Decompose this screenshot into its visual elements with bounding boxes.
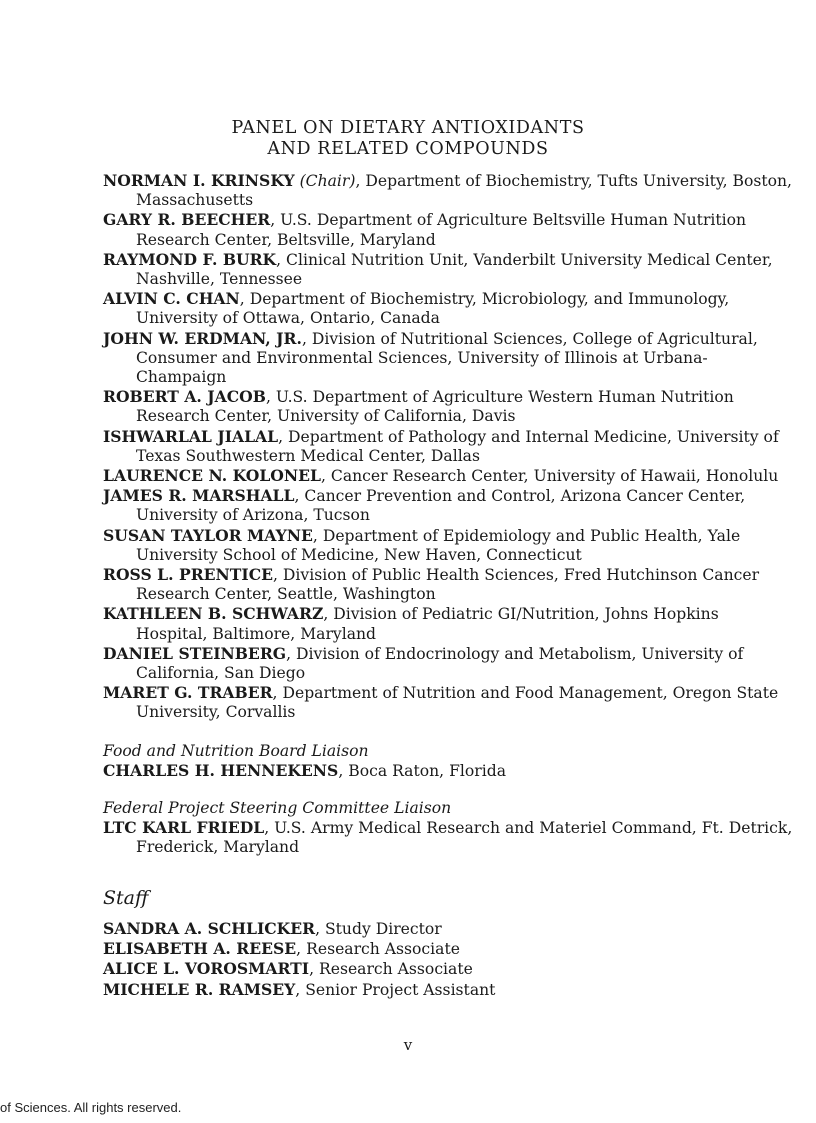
member-name: ISHWARLAL JIALAL — [103, 426, 279, 446]
liaison-name: CHARLES H. HENNEKENS — [103, 761, 339, 781]
member-name: LAURENCE N. KOLONEL — [103, 466, 321, 486]
staff-name: ELISABETH A. REESE — [103, 939, 297, 959]
member-affiliation: Clinical Nutrition Unit, Vanderbilt University Medical Center, Nashville, Tennessee — [136, 250, 773, 289]
title-line-1: PANEL ON DIETARY ANTIOXIDANTS — [231, 118, 585, 138]
staff-name: MICHELE R. RAMSEY — [103, 979, 296, 999]
liaison-affiliation: U.S. Army Medical Research and Materiel Command, Ft. Detrick, Frederick, Maryland — [136, 819, 793, 857]
member-entry: LAURENCE N. KOLONEL, Cancer Research Center, University of Hawaii, Honolulu — [103, 466, 779, 486]
member-name: SUSAN TAYLOR MAYNE — [103, 525, 313, 545]
member-entry: MARET G. TRABER, Department of Nutrition and Food Management, Oregon State University, Corvallis — [103, 683, 779, 722]
member-affiliation: Cancer Prevention and Control, Arizona Cancer Center, University of Arizona, Tucson — [136, 487, 746, 525]
staff-section — [103, 886, 793, 1000]
liaison-name: LTC KARL FRIEDL — [103, 818, 265, 838]
member-entry: NORMAN I. KRINSKY (Chair), Department of Biochemistry, Tufts University, Boston, Massachusetts — [103, 171, 793, 210]
member-name: ROBERT A. JACOB — [103, 387, 266, 407]
page-number: v — [403, 1036, 413, 1054]
member-affiliation: Department of Pathology and Internal Medicine, University of Texas Southwestern Medical Center, Dallas — [136, 427, 779, 465]
staff-title: Study Director — [324, 920, 442, 938]
member-entry: DANIEL STEINBERG, Division of Endocrinology and Metabolism, University of California, San Diego — [103, 643, 744, 683]
staff-entry: SANDRA A. SCHLICKER, Study Director — [103, 919, 442, 938]
staff-title: Research Associate — [318, 960, 473, 979]
staff-title: Senior Project Assistant — [305, 980, 496, 999]
staff-entry: ALICE L. VOROSMARTI, Research Associate — [103, 959, 473, 979]
member-affiliation: U.S. Department of Agriculture Western Human Nutrition Research Center, University of California, Davis — [136, 388, 734, 426]
member-affiliation: Cancer Research Center, University of Hawaii, Honolulu — [330, 467, 779, 486]
member-name: ROSS L. PRENTICE — [103, 565, 273, 585]
member-affiliation: Division of Endocrinology and Metabolism, University of California, San Diego — [136, 644, 744, 683]
member-affiliation: Division of Pediatric GI/Nutrition, Johns Hopkins Hospital, Baltimore, Maryland — [136, 605, 719, 643]
staff-entry: ELISABETH A. REESE, Research Associate — [103, 939, 460, 959]
member-name: ALVIN C. CHAN — [103, 289, 240, 309]
member-affiliation: Division of Nutritional Sciences, College of Agricultural, Consumer and Environmental Sciences, University of Illinois at Urbana-Champaign — [136, 329, 758, 387]
member-name: NORMAN I. KRINSKY — [103, 171, 295, 190]
member-name: DANIEL STEINBERG — [103, 643, 287, 663]
member-affiliation: Division of Public Health Sciences, Fred Hutchinson Cancer Research Center, Seattle, Washington — [136, 566, 760, 604]
fnb-liaison-label: Food and Nutrition Board Liaison — [103, 742, 369, 760]
member-entry: ALVIN C. CHAN, Department of Biochemistry, Microbiology, and Immunology, University of Ottawa, Ontario, Canada — [103, 289, 730, 328]
member-entry: KATHLEEN B. SCHWARZ, Division of Pediatric GI/Nutrition, Johns Hopkins Hospital, Baltimore, Maryland — [103, 604, 719, 643]
member-entry: ROBERT A. JACOB, U.S. Department of Agriculture Western Human Nutrition Research Center, University of California, Davis — [103, 387, 734, 426]
liaison-entry: CHARLES H. HENNEKENS, Boca Raton, Florida — [103, 761, 506, 781]
member-name: KATHLEEN B. SCHWARZ — [103, 604, 324, 624]
fpsc-liaison-label: Federal Project Steering Committee Liaison — [103, 799, 452, 817]
member-affiliation: Department of Biochemistry, Microbiology, and Immunology, University of Ottawa, Ontario, Canada — [136, 290, 730, 328]
member-name: MARET G. TRABER — [103, 683, 273, 703]
page-title — [0, 118, 816, 160]
member-entry: ROSS L. PRENTICE, Division of Public Health Sciences, Fred Hutchinson Cancer Research Center, Seattle, Washington — [103, 565, 760, 604]
member-role: (Chair) — [299, 172, 356, 190]
member-entry: ISHWARLAL JIALAL, Department of Pathology and Internal Medicine, University of Texas Southwestern Medical Center, Dallas — [103, 426, 779, 465]
member-entry: JAMES R. MARSHALL, Cancer Prevention and Control, Arizona Cancer Center, University of Arizona, Tucson — [103, 486, 746, 525]
liaison-affiliation: Boca Raton, Florida — [348, 762, 506, 781]
member-affiliation: U.S. Department of Agriculture Beltsville Human Nutrition Research Center, Beltsville, Maryland — [136, 211, 747, 249]
member-affiliation: Department of Biochemistry, Tufts University, Boston, Massachusetts — [136, 172, 793, 210]
panel-member-list — [103, 171, 793, 723]
title-line-2: AND RELATED COMPOUNDS — [267, 139, 549, 159]
fpsc-liaison-section — [103, 799, 793, 858]
member-entry: GARY R. BEECHER, U.S. Department of Agriculture Beltsville Human Nutrition Research Center, Beltsville, Maryland — [103, 210, 747, 249]
member-affiliation: Department of Epidemiology and Public Health, Yale University School of Medicine, New Haven, Connecticut — [136, 526, 741, 564]
member-name: GARY R. BEECHER — [103, 210, 271, 230]
liaison-entry: LTC KARL FRIEDL, U.S. Army Medical Research and Materiel Command, Ft. Detrick, Frederick, Maryland — [103, 818, 793, 857]
member-entry: JOHN W. ERDMAN, JR., Division of Nutritional Sciences, College of Agricultural, Consumer and Environmental Sciences, University of Illinois at Urbana-Champaign — [103, 328, 758, 387]
member-name: JAMES R. MARSHALL — [103, 486, 295, 506]
staff-name: SANDRA A. SCHLICKER — [103, 919, 316, 938]
member-name: JOHN W. ERDMAN, JR. — [103, 328, 302, 348]
staff-title: Research Associate — [306, 940, 460, 959]
staff-name: ALICE L. VOROSMARTI — [103, 959, 310, 979]
staff-heading: Staff — [103, 887, 149, 909]
member-entry: SUSAN TAYLOR MAYNE, Department of Epidemiology and Public Health, Yale University School of Medicine, New Haven, Connecticut — [103, 525, 741, 564]
member-name: RAYMOND F. BURK — [103, 249, 277, 269]
staff-entry: MICHELE R. RAMSEY, Senior Project Assistant — [103, 979, 496, 999]
fnb-liaison-section — [103, 742, 793, 781]
member-affiliation: Department of Nutrition and Food Management, Oregon State University, Corvallis — [136, 684, 779, 722]
member-entry: RAYMOND F. BURK, Clinical Nutrition Unit, Vanderbilt University Medical Center, Nashville, Tennessee — [103, 249, 773, 289]
copyright-footer: of Sciences. All rights reserved. — [0, 1100, 182, 1115]
